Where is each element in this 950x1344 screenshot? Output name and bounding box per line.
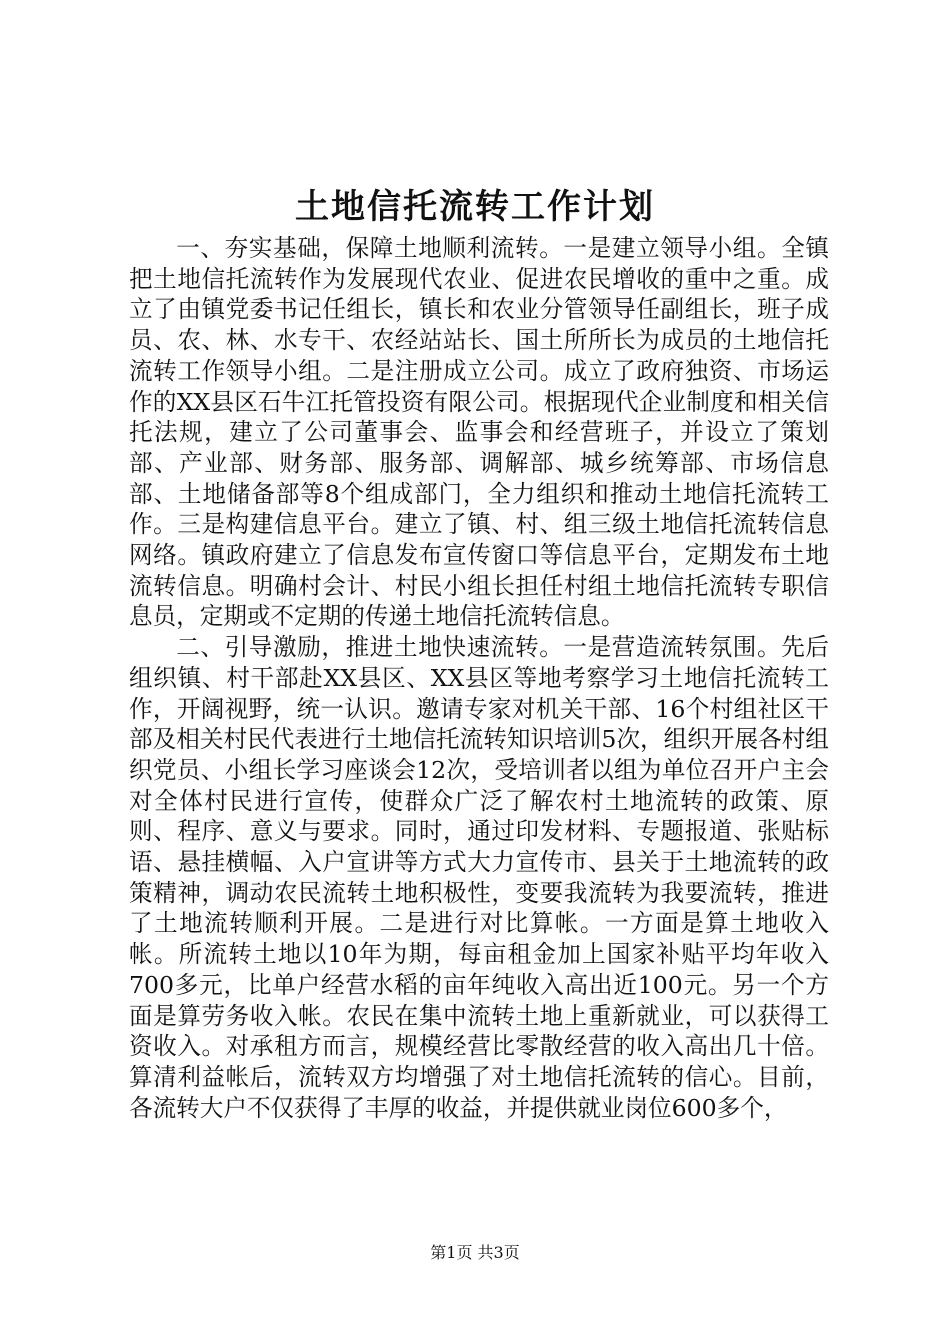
paragraph-2: 二、引导激励，推进土地快速流转。一是营造流转氛围。先后组织镇、村干部赴XX县区、XX县区等地考察学习土地信托流转工作，开阔视野，统一认识。邀请专家对机关干部、16个村组社区干部及相关村民代表进行土地信托流转知识培训5次，组织开展各村组织党员、小组长学习座谈会12次，受培训者以组为单位召开户主会对全体村民进行宣传，使群众广泛了解农村土地流转的政策、原则、程序、意义与要求。同时，通过印发材料、专题报道、张贴标语、悬挂横幅、入户宣讲等方式大力宣传市、县关于土地流转的政策精神，调动农民流转土地积极性，变要我流转为我要流转，推进了土地流转顺利开展。二是进行对比算帐。一方面是算土地收入帐。所流转土地以10年为期，每亩租金加上国家补贴平均年收入700多元，比单户经营水稻的亩年纯收入高出近100元。另一个方面是算劳务收入帐。农民在集中流转土地上重新就业，可以获得工资收入。对承租方而言，规模经营比零散经营的收入高出几十倍。算清利益帐后，流转双方均增强了对土地信托流转的信心。目前，各流转大户不仅获得了丰厚的收益，并提供就业岗位600多个， xyxy=(129,633,829,1122)
page-footer: 第1页 共3页 xyxy=(430,1243,520,1262)
document-title: 土地信托流转工作计划 xyxy=(295,187,655,227)
paragraph-1: 一、夯实基础，保障土地顺利流转。一是建立领导小组。全镇把土地信托流转作为发展现代农业、促进农民增收的重中之重。成立了由镇党委书记任组长，镇长和农业分管领导任副组长，班子成员、农、林、水专干、农经站站长、国土所所长为成员的土地信托流转工作领导小组。二是注册成立公司。成立了政府独资、市场运作的XX县区石牛江托管投资有限公司。根据现代企业制度和相关信托法规，建立了公司董事会、监事会和经营班子，并设立了策划部、产业部、财务部、服务部、调解部、城乡统筹部、市场信息部、土地储备部等8个组成部门，全力组织和推动土地信托流转工作。三是构建信息平台。建立了镇、村、组三级土地信托流转信息网络。镇政府建立了信息发布宣传窗口等信息平台，定期发布土地流转信息。明确村会计、村民小组长担任村组土地信托流转专职信息员，定期或不定期的传递土地信托流转信息。 xyxy=(129,234,829,631)
document-body xyxy=(129,233,829,1123)
